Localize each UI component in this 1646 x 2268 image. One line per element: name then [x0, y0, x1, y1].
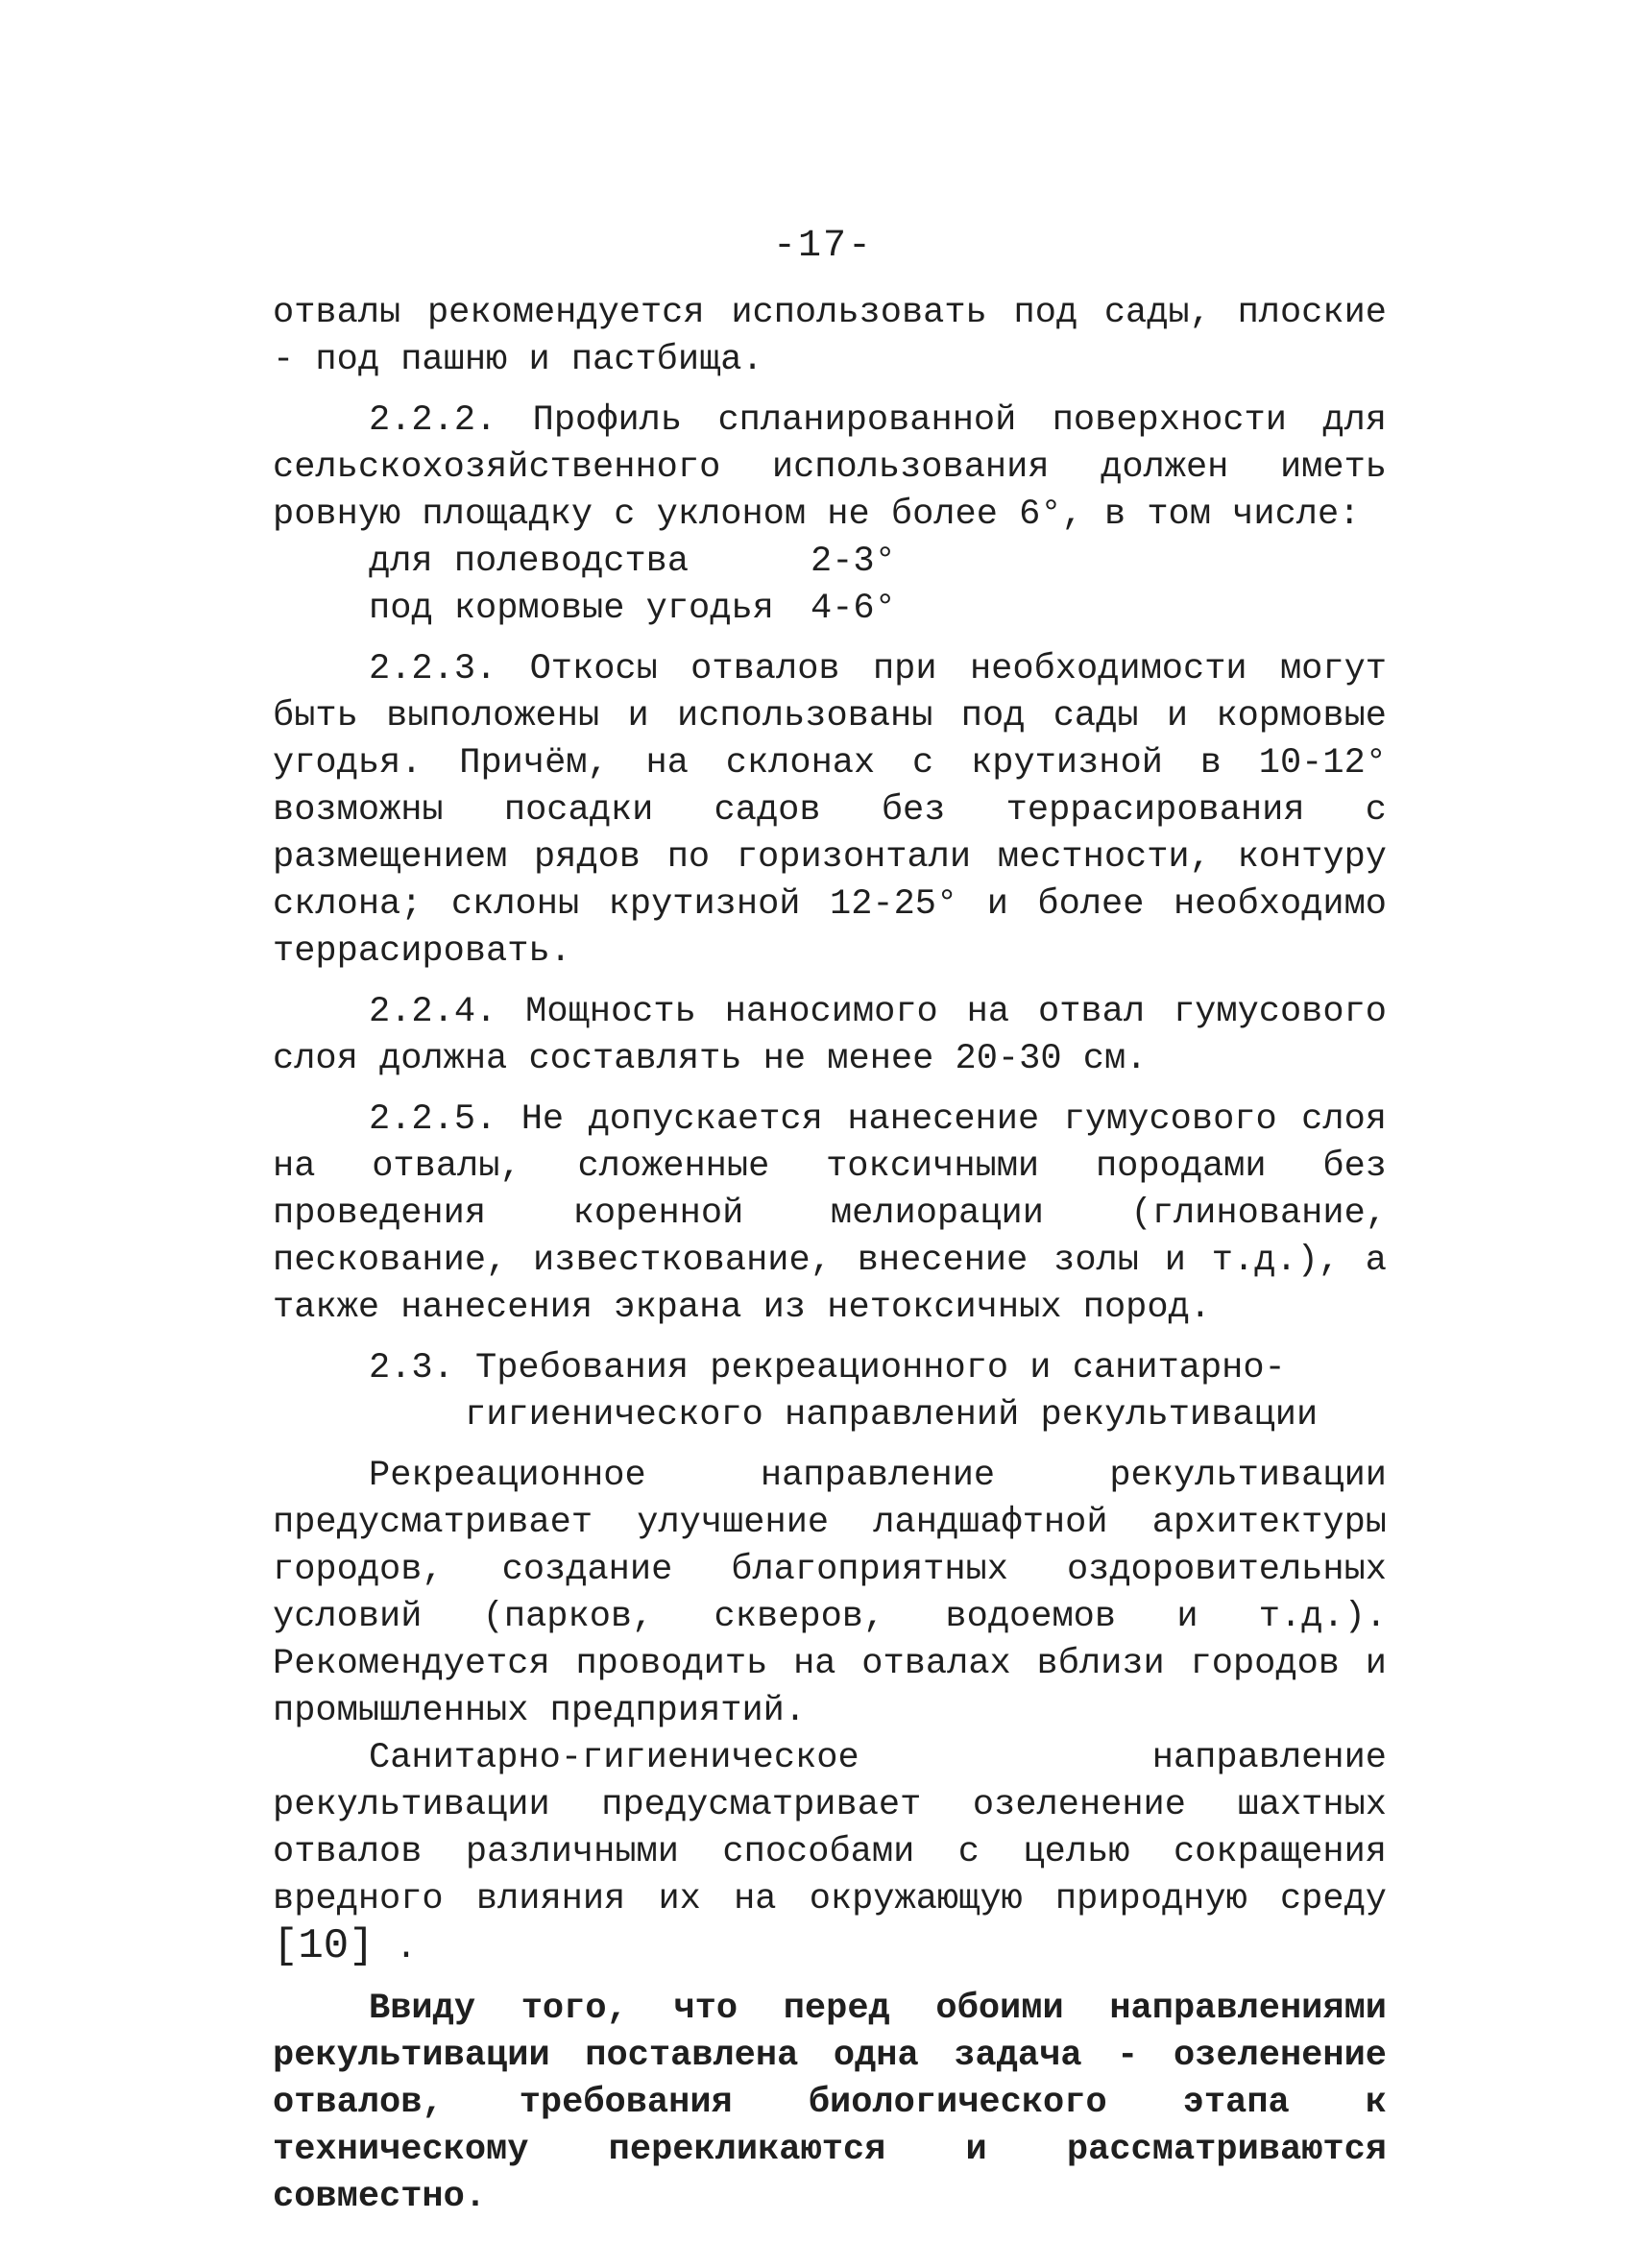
slope-list — [273, 539, 1387, 633]
heading-line-1: 2.3. Требования рекреационного и санитарно- — [369, 1348, 1286, 1388]
paragraph-2-2-4: 2.2.4. Мощность наносимого на отвал гумусового слоя должна составлять не менее 20-30 см. — [273, 992, 1387, 1079]
list-item-label: для полеводства — [369, 542, 690, 582]
list-item — [369, 586, 1387, 633]
paragraph-sanitary — [273, 1735, 1387, 1972]
paragraph-recreational: Рекреационное направление рекультивации предусматривает улучшение ландшафтной архитектуры городов, создание благоприятных оздоровительных условий (парков, скверов, водоемов и т.д.). Рекомендуется проводить на отвалах вблизи городов и промышленных предприятий. — [273, 1456, 1387, 1731]
paragraph-sanitary-text: Санитарно-гигиеническое направление рекультивации предусматривает озеленение шахтных отвалов различными способами с целью сокращения вредного влияния их на окружающую природную среду — [273, 1738, 1387, 1919]
citation-reference: [10] — [273, 1922, 375, 1970]
list-item-value: 2-3° — [811, 542, 896, 582]
page-number: -17- — [772, 225, 873, 268]
section-heading-2-3 — [273, 1345, 1387, 1439]
paragraph-2-2-3: 2.2.3. Откосы отвалов при необходимости могут быть выположены и использованы под сады и кормовые угодья. Причём, на склонах с крутизной в 10-12° возможны посадки садов без террасирования с размещением рядов по горизонтали местности, контуру склона; склоны крутизной 12-25° и более необходимо террасировать. — [273, 649, 1387, 972]
paragraph-conclusion: Ввиду того, что перед обоими направлениями рекультивации поставлена одна задача - озеленение отвалов, требования биологического этапа к техническому перекликаются и рассматриваются совместно. — [273, 1989, 1387, 2217]
paragraph-2-2-5: 2.2.5. Не допускается нанесение гумусового слоя на отвалы, сложенные токсичными породами без проведения коренной мелиорации (глинование, пескование, известкование, внесение золы и т.д.), а также нанесения экрана из нетоксичных пород. — [273, 1099, 1387, 1328]
document-body — [273, 290, 1387, 2221]
list-item — [369, 539, 1387, 586]
paragraph-sanitary-end: . — [395, 1928, 418, 1968]
list-item-value: 4-6° — [811, 589, 896, 629]
list-item-label: под кормовые угодья — [369, 589, 774, 629]
paragraph-continuation: отвалы рекомендуется использовать под сады, плоские - под пашню и пастбища. — [273, 293, 1387, 380]
paragraph-2-2-2: 2.2.2. Профиль спланированной поверхности для сельскохозяйственного использования должен иметь ровную площадку с уклоном не более 6°, в том числе: — [273, 400, 1387, 535]
heading-line-2: гигиенического направлений рекультивации — [465, 1395, 1319, 1436]
